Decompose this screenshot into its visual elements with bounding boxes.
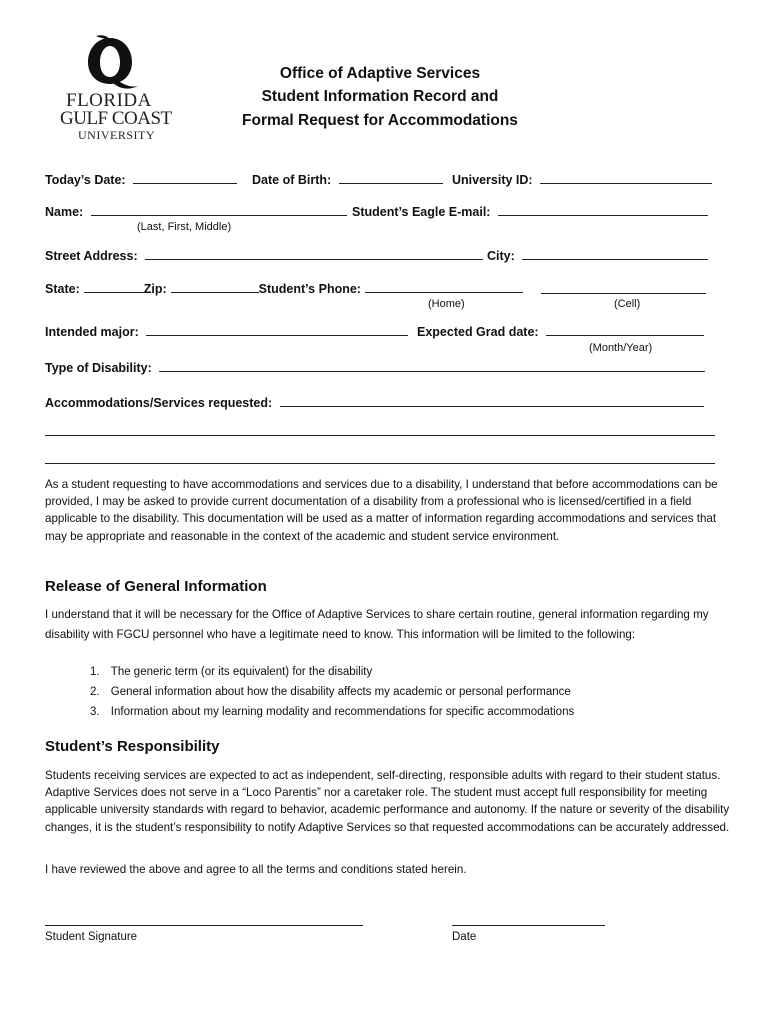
university-id-field[interactable] xyxy=(540,171,712,184)
city-field[interactable] xyxy=(522,247,708,260)
expected-grad-label: Expected Grad date: xyxy=(417,325,539,339)
state-label: State: xyxy=(45,282,80,296)
state-field[interactable] xyxy=(84,280,144,293)
intro-paragraph: As a student requesting to have accommodations and services due to a disability, I understand that before accommodations can be provided, I may be asked to provide current documentation of a disability from a professional who is licensed/certified in a field applicable to the disability. This documentation will be used as a matter of information regarding accommodations and services that may be appropriate and reasonable in the context of the academic and student service environment. xyxy=(45,478,718,543)
todays-date-label: Today’s Date: xyxy=(45,173,126,187)
list-item-number: 2. xyxy=(90,686,100,698)
accommodations-line-2[interactable] xyxy=(45,435,715,436)
zip-field[interactable] xyxy=(171,280,259,293)
student-signature-line[interactable] xyxy=(45,925,363,926)
accommodations-line-3[interactable] xyxy=(45,463,715,464)
home-phone-hint: (Home) xyxy=(428,298,465,310)
responsibility-heading: Student’s Responsibility xyxy=(45,738,220,755)
intended-major-field[interactable] xyxy=(146,323,408,336)
todays-date-field[interactable] xyxy=(133,171,237,184)
list-item-number: 1. xyxy=(90,666,100,678)
date-of-birth-label: Date of Birth: xyxy=(252,173,332,187)
list-item-text: The generic term (or its equivalent) for the disability xyxy=(110,666,373,678)
list-item-text: General information about how the disability affects my academic or personal performance xyxy=(110,686,571,698)
intended-major-label: Intended major: xyxy=(45,325,139,339)
logo-line-3: UNIVERSITY xyxy=(78,128,155,142)
list-item-text: Information about my learning modality and recommendations for specific accommodations xyxy=(110,706,575,718)
accommodations-field[interactable] xyxy=(280,394,704,407)
eagle-email-field[interactable] xyxy=(498,203,708,216)
form-title-line-2: Student Information Record and xyxy=(261,88,499,105)
month-year-hint: (Month/Year) xyxy=(589,342,653,354)
type-of-disability-field[interactable] xyxy=(159,359,705,372)
home-phone-field[interactable] xyxy=(365,280,523,293)
logo-line-2: GULF COAST xyxy=(60,108,172,129)
eagle-email-label: Student’s Eagle E-mail: xyxy=(352,205,491,219)
street-address-field[interactable] xyxy=(145,247,483,260)
date-signature-line[interactable] xyxy=(452,925,605,926)
release-heading: Release of General Information xyxy=(45,578,267,595)
cell-phone-field[interactable] xyxy=(541,293,706,294)
responsibility-paragraph: Students receiving services are expected to act as independent, self-directing, responsible adults with regard to their student status. Adaptive Services does not serve in a “Loco Parentis” nor a caretaker role. The student must accept full responsibility for meeting applicable university standards with regard to behavior, academic performance and autonomy. If the nature or severity of the disability changes, it is the student’s responsibility to notify Adaptive Services so that requested accommodations can be accurately addressed. xyxy=(45,769,730,834)
university-id-label: University ID: xyxy=(452,173,533,187)
release-paragraph: I understand that it will be necessary for the Office of Adaptive Services to share certain routine, general information regarding my disability with FGCU personnel who have a legitimate need to know. This information will be limited to the following: xyxy=(45,608,709,641)
name-field[interactable] xyxy=(91,203,347,216)
fgcu-q-mark-icon xyxy=(58,34,168,92)
date-label: Date xyxy=(452,931,477,943)
date-of-birth-field[interactable] xyxy=(339,171,443,184)
city-label: City: xyxy=(487,249,515,263)
students-phone-label: Student’s Phone: xyxy=(258,282,361,296)
cell-phone-hint: (Cell) xyxy=(614,298,641,310)
form-title-line-1: Office of Adaptive Services xyxy=(279,65,481,82)
zip-label: Zip: xyxy=(143,282,167,296)
street-address-label: Street Address: xyxy=(45,249,138,263)
form-title-line-3: Formal Request for Accommodations xyxy=(242,112,518,129)
list-item xyxy=(90,686,571,698)
list-item xyxy=(90,666,372,678)
logo-line-1: FLORIDA xyxy=(66,90,152,111)
accommodations-label: Accommodations/Services requested: xyxy=(45,396,273,410)
list-item xyxy=(90,706,574,718)
type-of-disability-label: Type of Disability: xyxy=(45,361,152,375)
expected-grad-field[interactable] xyxy=(546,323,704,336)
student-signature-label: Student Signature xyxy=(45,931,138,943)
name-format-hint: (Last, First, Middle) xyxy=(137,221,232,233)
name-label: Name: xyxy=(45,205,84,219)
agreement-statement: I have reviewed the above and agree to all the terms and conditions stated herein. xyxy=(45,863,467,876)
list-item-number: 3. xyxy=(90,706,100,718)
fgcu-logo xyxy=(58,34,172,144)
